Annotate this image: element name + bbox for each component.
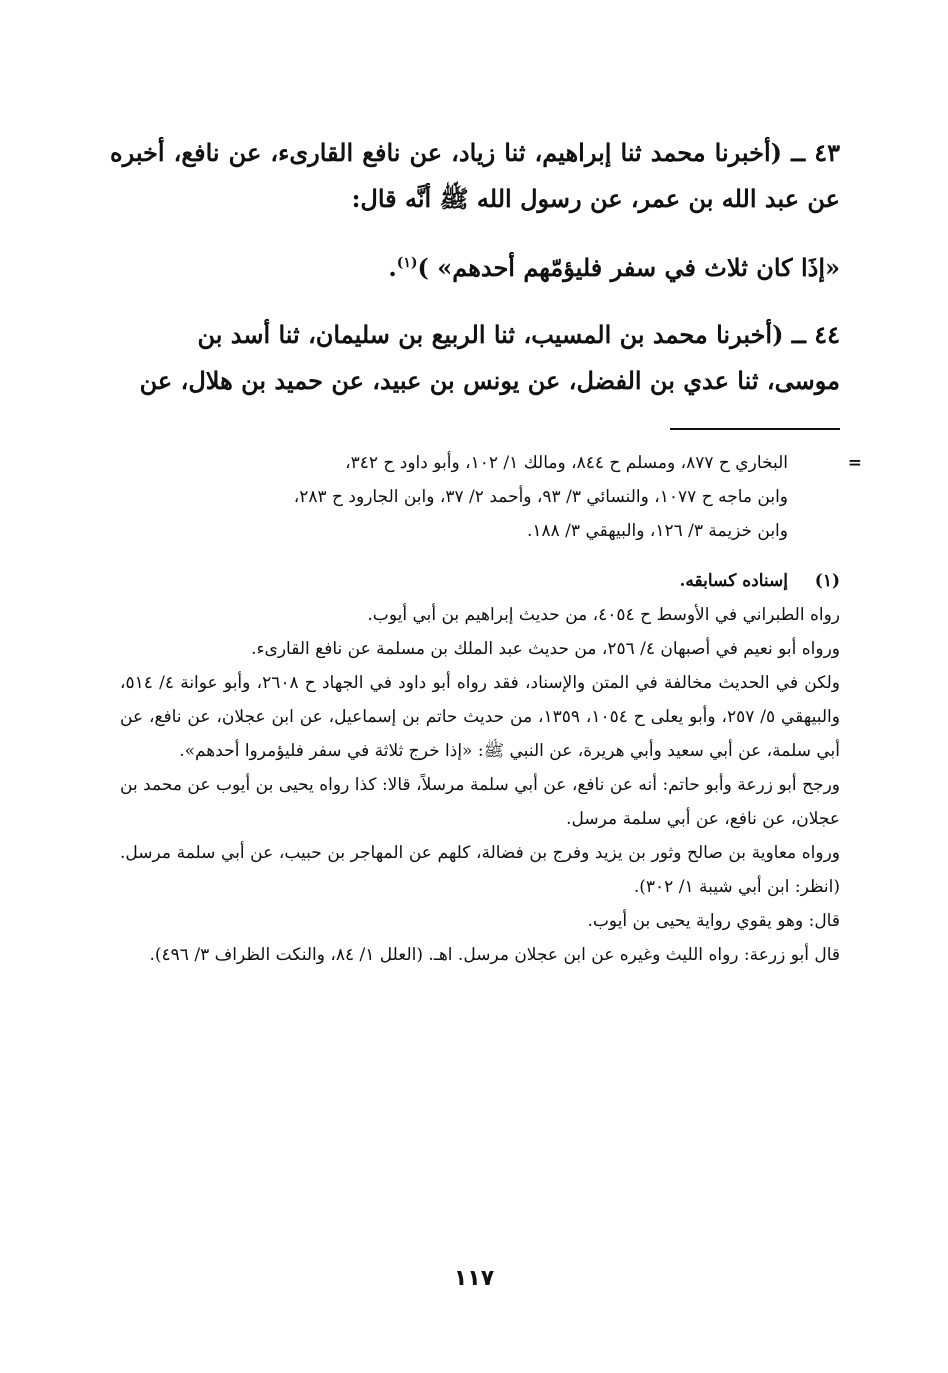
hadith-44-line-1: ٤٤ ــ (أخبرنا محمد بن المسيب، ثنا الربيع بن سليمان، ثنا أسد بن — [197, 320, 840, 349]
hadith-43-quote-text: «إذَا كان ثلاث في سفر فليؤمّهم أحدهم» ) — [417, 253, 840, 282]
footnote-continuation — [120, 446, 862, 548]
footnote-1-paragraph: ورواه معاوية بن صالح وثور بن يزيد وفرج بن فضالة، كلهم عن المهاجر بن حبيب، عن أبي سلمة مرسل. (انظر: ابن أبي شيبة ١/ ٣٠٢). — [120, 843, 840, 897]
hadith-43-text: ٤٣ ــ (أخبرنا محمد ثنا إبراهيم، ثنا زياد، عن نافع القارىء، عن نافع، أخبره عن عبد الله بن عمر، عن رسول الله ﷺ أنَّه قال: — [110, 138, 840, 213]
footnote-divider — [670, 428, 840, 430]
footnote-1-paragraph: ولكن في الحديث مخالفة في المتن والإسناد، فقد رواه أبو داود في الجهاد ح ٢٦٠٨، وأبو عوانة ٤/ ٥١٤، والبيهقي ٥/ ٢٥٧، وأبو يعلى ح ١٠٥٤، ١٣٥٩، من حديث حاتم بن إسماعيل، عن ابن عجلان، عن نافع، عن أبي سلمة، عن أبي سعيد وأبي هريرة، عن النبي ﷺ: «إذا خرج ثلاثة في سفر فليؤمروا أحدهم». — [120, 673, 841, 761]
hadith-43-end: . — [388, 253, 397, 282]
footnote-1 — [120, 564, 840, 972]
continuation-line: وابن ماجه ح ١٠٧٧، والنسائي ٣/ ٩٣، وأحمد ٢/ ٣٧، وابن الجارود ح ٢٨٣، — [293, 487, 788, 507]
continuation-line: البخاري ح ٨٧٧، ومسلم ح ٨٤٤، ومالك ١/ ١٠٢، وأبو داود ح ٣٤٢، — [345, 453, 788, 473]
footnote-1-paragraph: قال أبو زرعة: رواه الليث وغيره عن ابن عجلان مرسل. اهـ. (العلل ١/ ٨٤، والنكت الظراف ٣/ ٤٩٦). — [149, 945, 840, 965]
footnote-1-paragraph: ورواه أبو نعيم في أصبهان ٤/ ٢٥٦، من حديث عبد الملك بن مسلمة عن نافع القارىء. — [251, 639, 840, 659]
continuation-mark: = — [847, 453, 862, 473]
footnote-1-paragraph: قال: وهو يقوي رواية يحيى بن أيوب. — [587, 911, 840, 931]
hadith-44-line-2: موسى، ثنا عدي بن الفضل، عن يونس بن عبيد، عن حميد بن هلال، عن — [139, 366, 840, 395]
hadith-43 — [110, 130, 840, 222]
footnote-1-number: (١) — [814, 571, 840, 591]
hadith-44 — [110, 312, 840, 404]
footnote-1-paragraph: ورجح أبو زرعة وأبو حاتم: أنه عن نافع، عن أبي سلمة مرسلاً، قالا: كذا رواه يحيى بن أيوب عن محمد بن عجلان، عن نافع، عن أبي سلمة مرسل. — [120, 775, 840, 829]
hadith-43-quote — [110, 240, 840, 291]
continuation-line: وابن خزيمة ٣/ ١٢٦، والبيهقي ٣/ ١٨٨. — [526, 521, 788, 541]
footnote-1-paragraph: رواه الطبراني في الأوسط ح ٤٠٥٤، من حديث إبراهيم بن أبي أيوب. — [367, 605, 840, 625]
footnote-ref-1: (١) — [396, 255, 418, 271]
footnote-1-heading: إسناده كسابقه. — [679, 571, 788, 591]
page-number: ١١٧ — [453, 1266, 495, 1291]
